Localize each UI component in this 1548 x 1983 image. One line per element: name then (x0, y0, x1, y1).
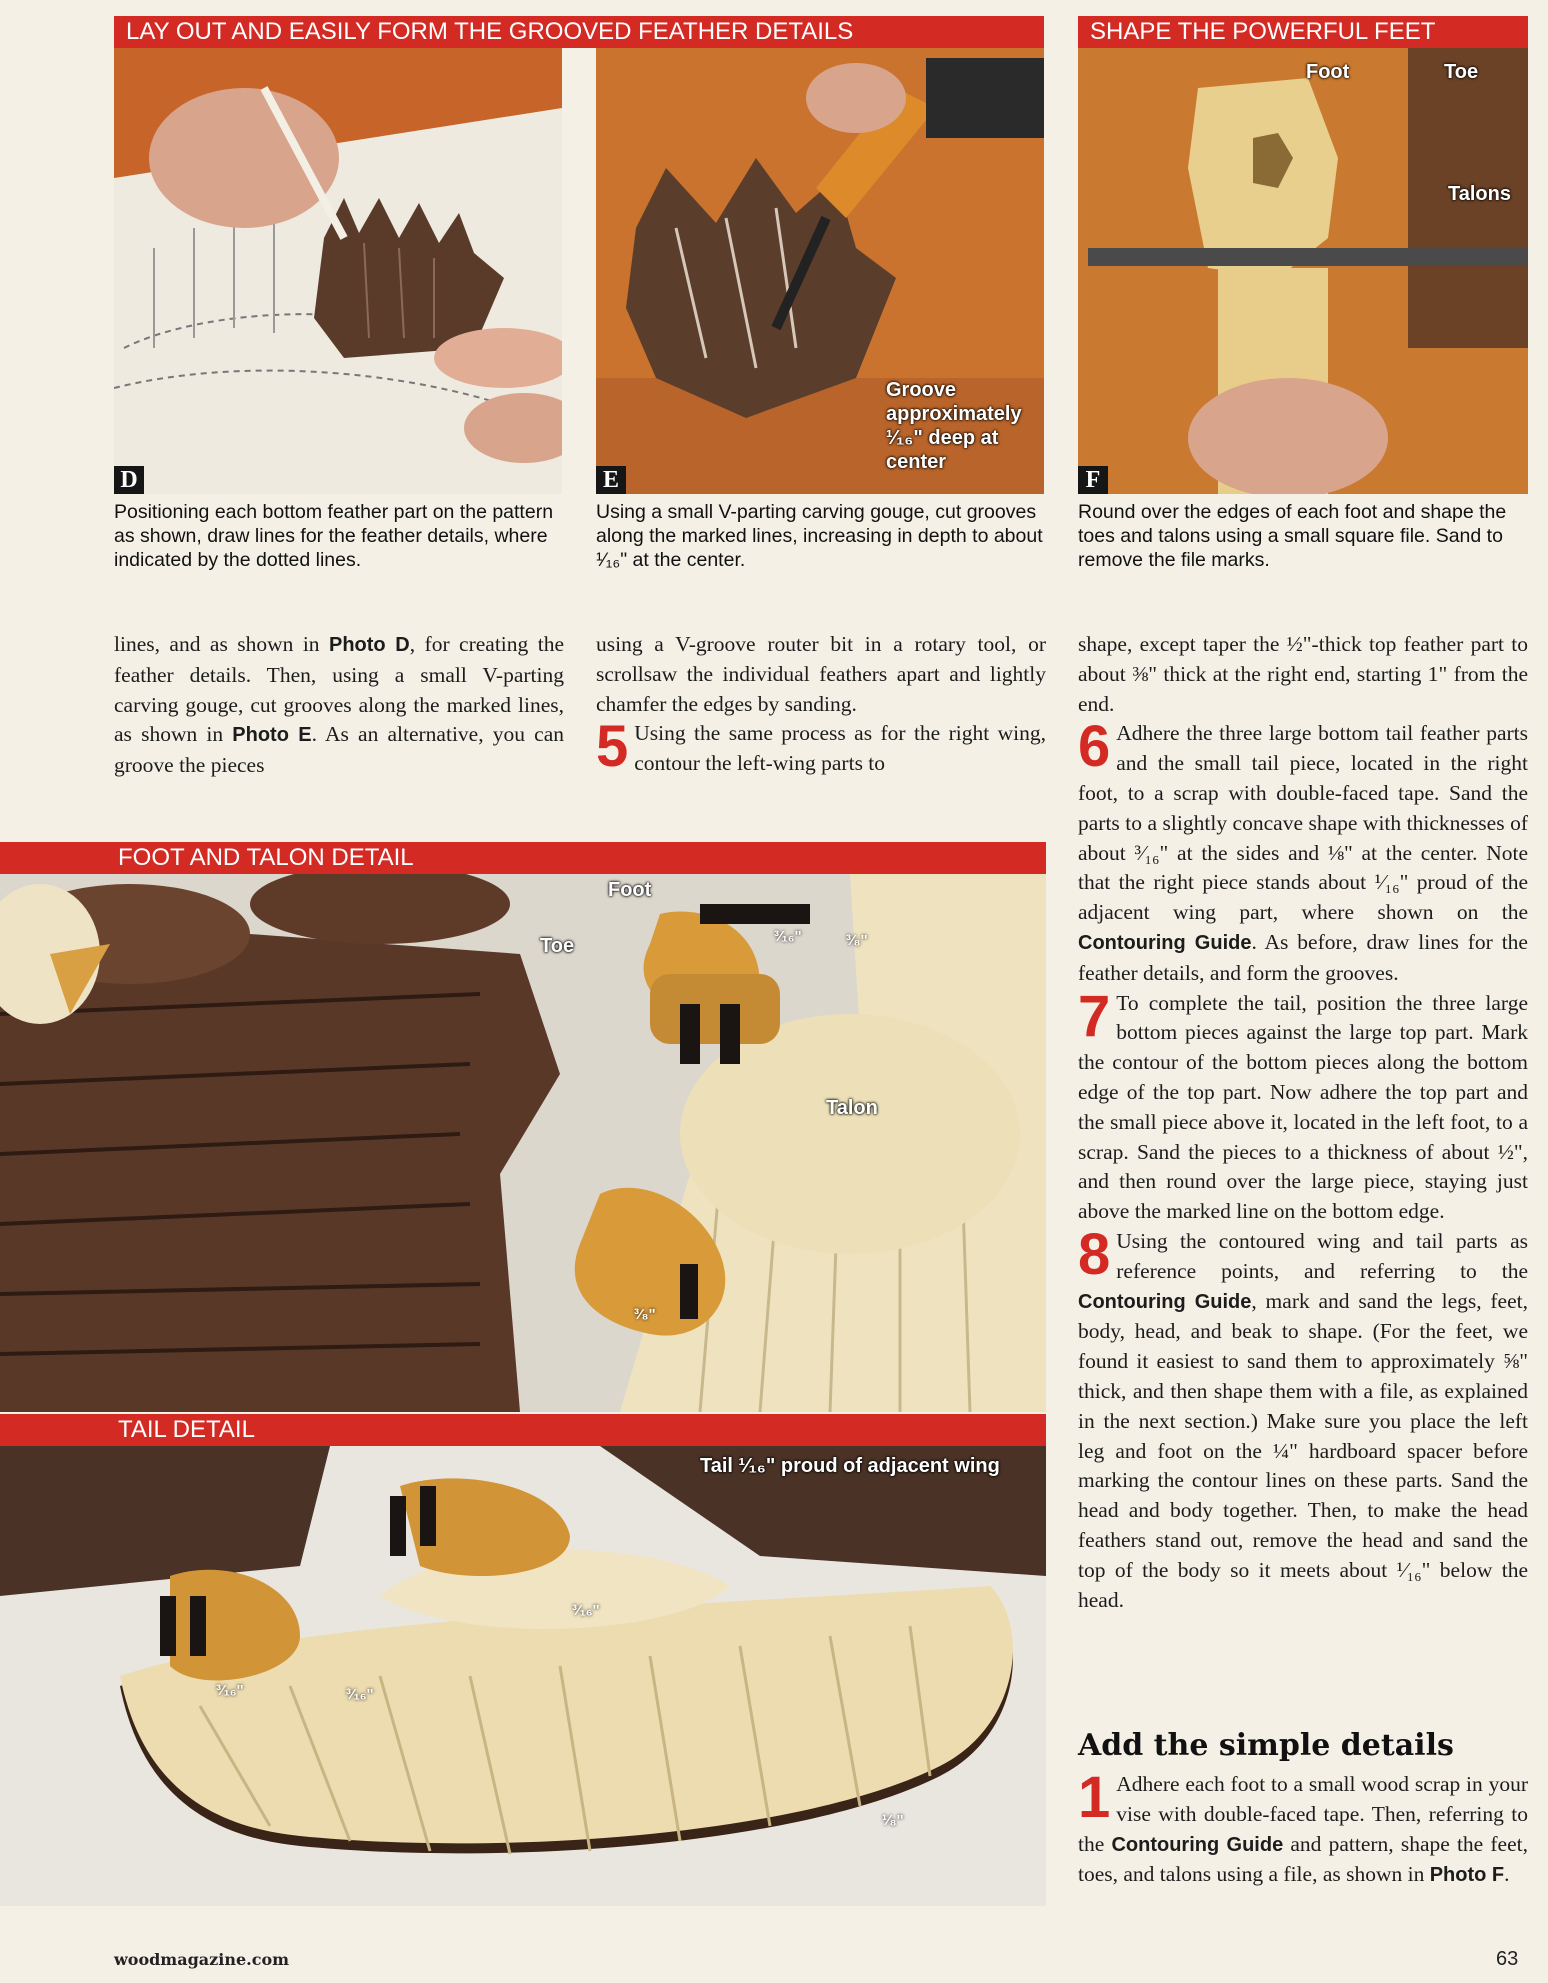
tail-detail-callout: Tail ¹⁄₁₆" proud of adjacent wing (700, 1455, 1000, 1477)
step-8-number: 8 (1078, 1221, 1111, 1287)
foot-detail-talon-label: Talon (826, 1097, 878, 1119)
photo-d-caption: Positioning each bottom feather part on the pattern as shown, draw lines for the feather details, where indicated by the dotted lines. (114, 501, 554, 571)
photo-d-letter: D (114, 466, 144, 494)
feather-section-title: LAY OUT AND EASILY FORM THE GROOVED FEATHER DETAILS (114, 16, 1044, 48)
col3-paragraph: shape, except taper the ½"-thick top feather part to about ⅜" thick at the right end, starting 1" from the end. (1078, 632, 1528, 716)
step-7: 7 To complete the tail, position the three large bottom pieces against the large top part. Mark the contour of the bottom pieces along the bottom edge of the top part. Now adhere the top part and the small piece above it, located in the left foot, to a scrap. Sand the pieces to a thickness of about ½", and then round over the large piece, staying just above the marked line on the bottom edge. (1078, 983, 1528, 1224)
photo-e-callout: Groove approximately ¹⁄₁₆" deep at center (886, 379, 1022, 473)
photo-e (596, 48, 1044, 494)
photo-f-caption: Round over the edges of each foot and shape the toes and talons using a small square file. Sand to remove the file marks. (1078, 501, 1507, 571)
add-details-heading: Add the simple details (1078, 1728, 1454, 1763)
contouring-guide-ref: Contouring Guide (1078, 1290, 1252, 1313)
photo-f-letter: F (1078, 466, 1108, 494)
step-6-number: 6 (1078, 714, 1111, 780)
tail-photo (0, 1446, 1046, 1906)
detail-step-1: 1 Adhere each foot to a small wood scrap in your vise with double-faced tape. Then, referring to the Contouring Guide and pattern, shape the feet, toes, and talons using a file, as shown in Photo F. (1078, 1765, 1528, 1887)
column-3 (1078, 630, 1528, 1615)
foot-detail-dim-3: ³⁄₈" (634, 1306, 656, 1323)
foot-detail-toe-label: Toe (540, 935, 575, 957)
contouring-guide-ref: Contouring Guide (1111, 1833, 1284, 1856)
footer-site: woodmagazine.com (114, 1950, 290, 1969)
tail-detail-dim-1: ³⁄₁₆" (572, 1602, 600, 1619)
contouring-guide-ref: Contouring Guide (1078, 931, 1252, 954)
photo-f-toe-label: Toe (1444, 61, 1479, 83)
column-3-lower (1078, 1765, 1528, 1891)
step-8: 8 Using the contoured wing and tail parts as reference points, and referring to the Contouring Guide, mark and sand the legs, feet, body, head, and beak to shape. (For the feet, we found it easiest to sand them to approximately ⅝" thick, and then shape them with a file, as explained in the next section.) Make sure you place the left leg and foot on the ¼" hardboard spacer before marking the contour lines on these parts. Sand the head and body together. Then, to make the head feathers stand out, remove the head and sand the top of the body so it meets about ¹⁄₁₆" below the head. (1078, 1221, 1528, 1612)
foot-detail-dim-2: ³⁄₈" (846, 932, 868, 949)
tail-detail-dim-2: ³⁄₁₆" (216, 1682, 244, 1699)
tail-section-title: TAIL DETAIL (0, 1414, 1046, 1446)
photo-f-foot-label: Foot (1306, 61, 1350, 83)
foot-talon-photo (0, 874, 1046, 1412)
foot-detail-foot-label: Foot (608, 879, 652, 901)
step-7-number: 7 (1078, 983, 1111, 1049)
col2-paragraph: using a V-groove router bit in a rotary tool, or scrollsaw the individual feathers apart and lightly chamfer the edges by sanding. (596, 632, 1046, 716)
photo-e-letter: E (596, 466, 626, 494)
column-2 (596, 630, 1046, 779)
col1-paragraph: lines, and as shown in Photo D, for creating the feather details. Then, using a small V-parting carving gouge, cut grooves along the marked lines, as shown in Photo E. As an alternative, you can groove the pieces (114, 632, 565, 778)
foot-detail-dim-1: ³⁄₁₆" (774, 928, 802, 945)
step-5-number: 5 (596, 714, 629, 780)
photo-e-ref: Photo E (232, 724, 312, 747)
photo-d-ref: Photo D (329, 634, 410, 656)
photo-d (114, 48, 562, 494)
photo-e-caption: Using a small V-parting carving gouge, cut grooves along the marked lines, increasing in depth to about ¹⁄₁₆" at the center. (596, 501, 1043, 571)
detail-step-1-number: 1 (1078, 1765, 1111, 1830)
photo-f-talons-label: Talons (1448, 183, 1511, 205)
step-6: 6 Adhere the three large bottom tail feather parts and the small tail piece, located in the right foot, to a scrap with double-faced tape. Sand the parts to a slightly concave shape with thicknesses of about ³⁄₁₆" at the sides and ⅛" at the center. Note that the right piece stands about ¹⁄₁₆" proud of the adjacent wing part, where shown on the Contouring Guide. As before, draw lines for the feather details, and form the grooves. (1078, 714, 1528, 985)
column-1 (114, 630, 564, 781)
tail-detail-dim-3: ³⁄₁₆" (346, 1686, 374, 1703)
step-5: 5 Using the same process as for the right wing, contour the left-wing parts to (596, 714, 1046, 780)
feet-section-title: SHAPE THE POWERFUL FEET (1078, 16, 1528, 48)
photo-f (1078, 48, 1528, 494)
page-number: 63 (1496, 1948, 1519, 1970)
foot-talon-section-title: FOOT AND TALON DETAIL (0, 842, 1046, 874)
tail-detail-dim-4: ¹⁄₈" (882, 1812, 904, 1829)
photo-f-ref: Photo F (1429, 1864, 1505, 1887)
